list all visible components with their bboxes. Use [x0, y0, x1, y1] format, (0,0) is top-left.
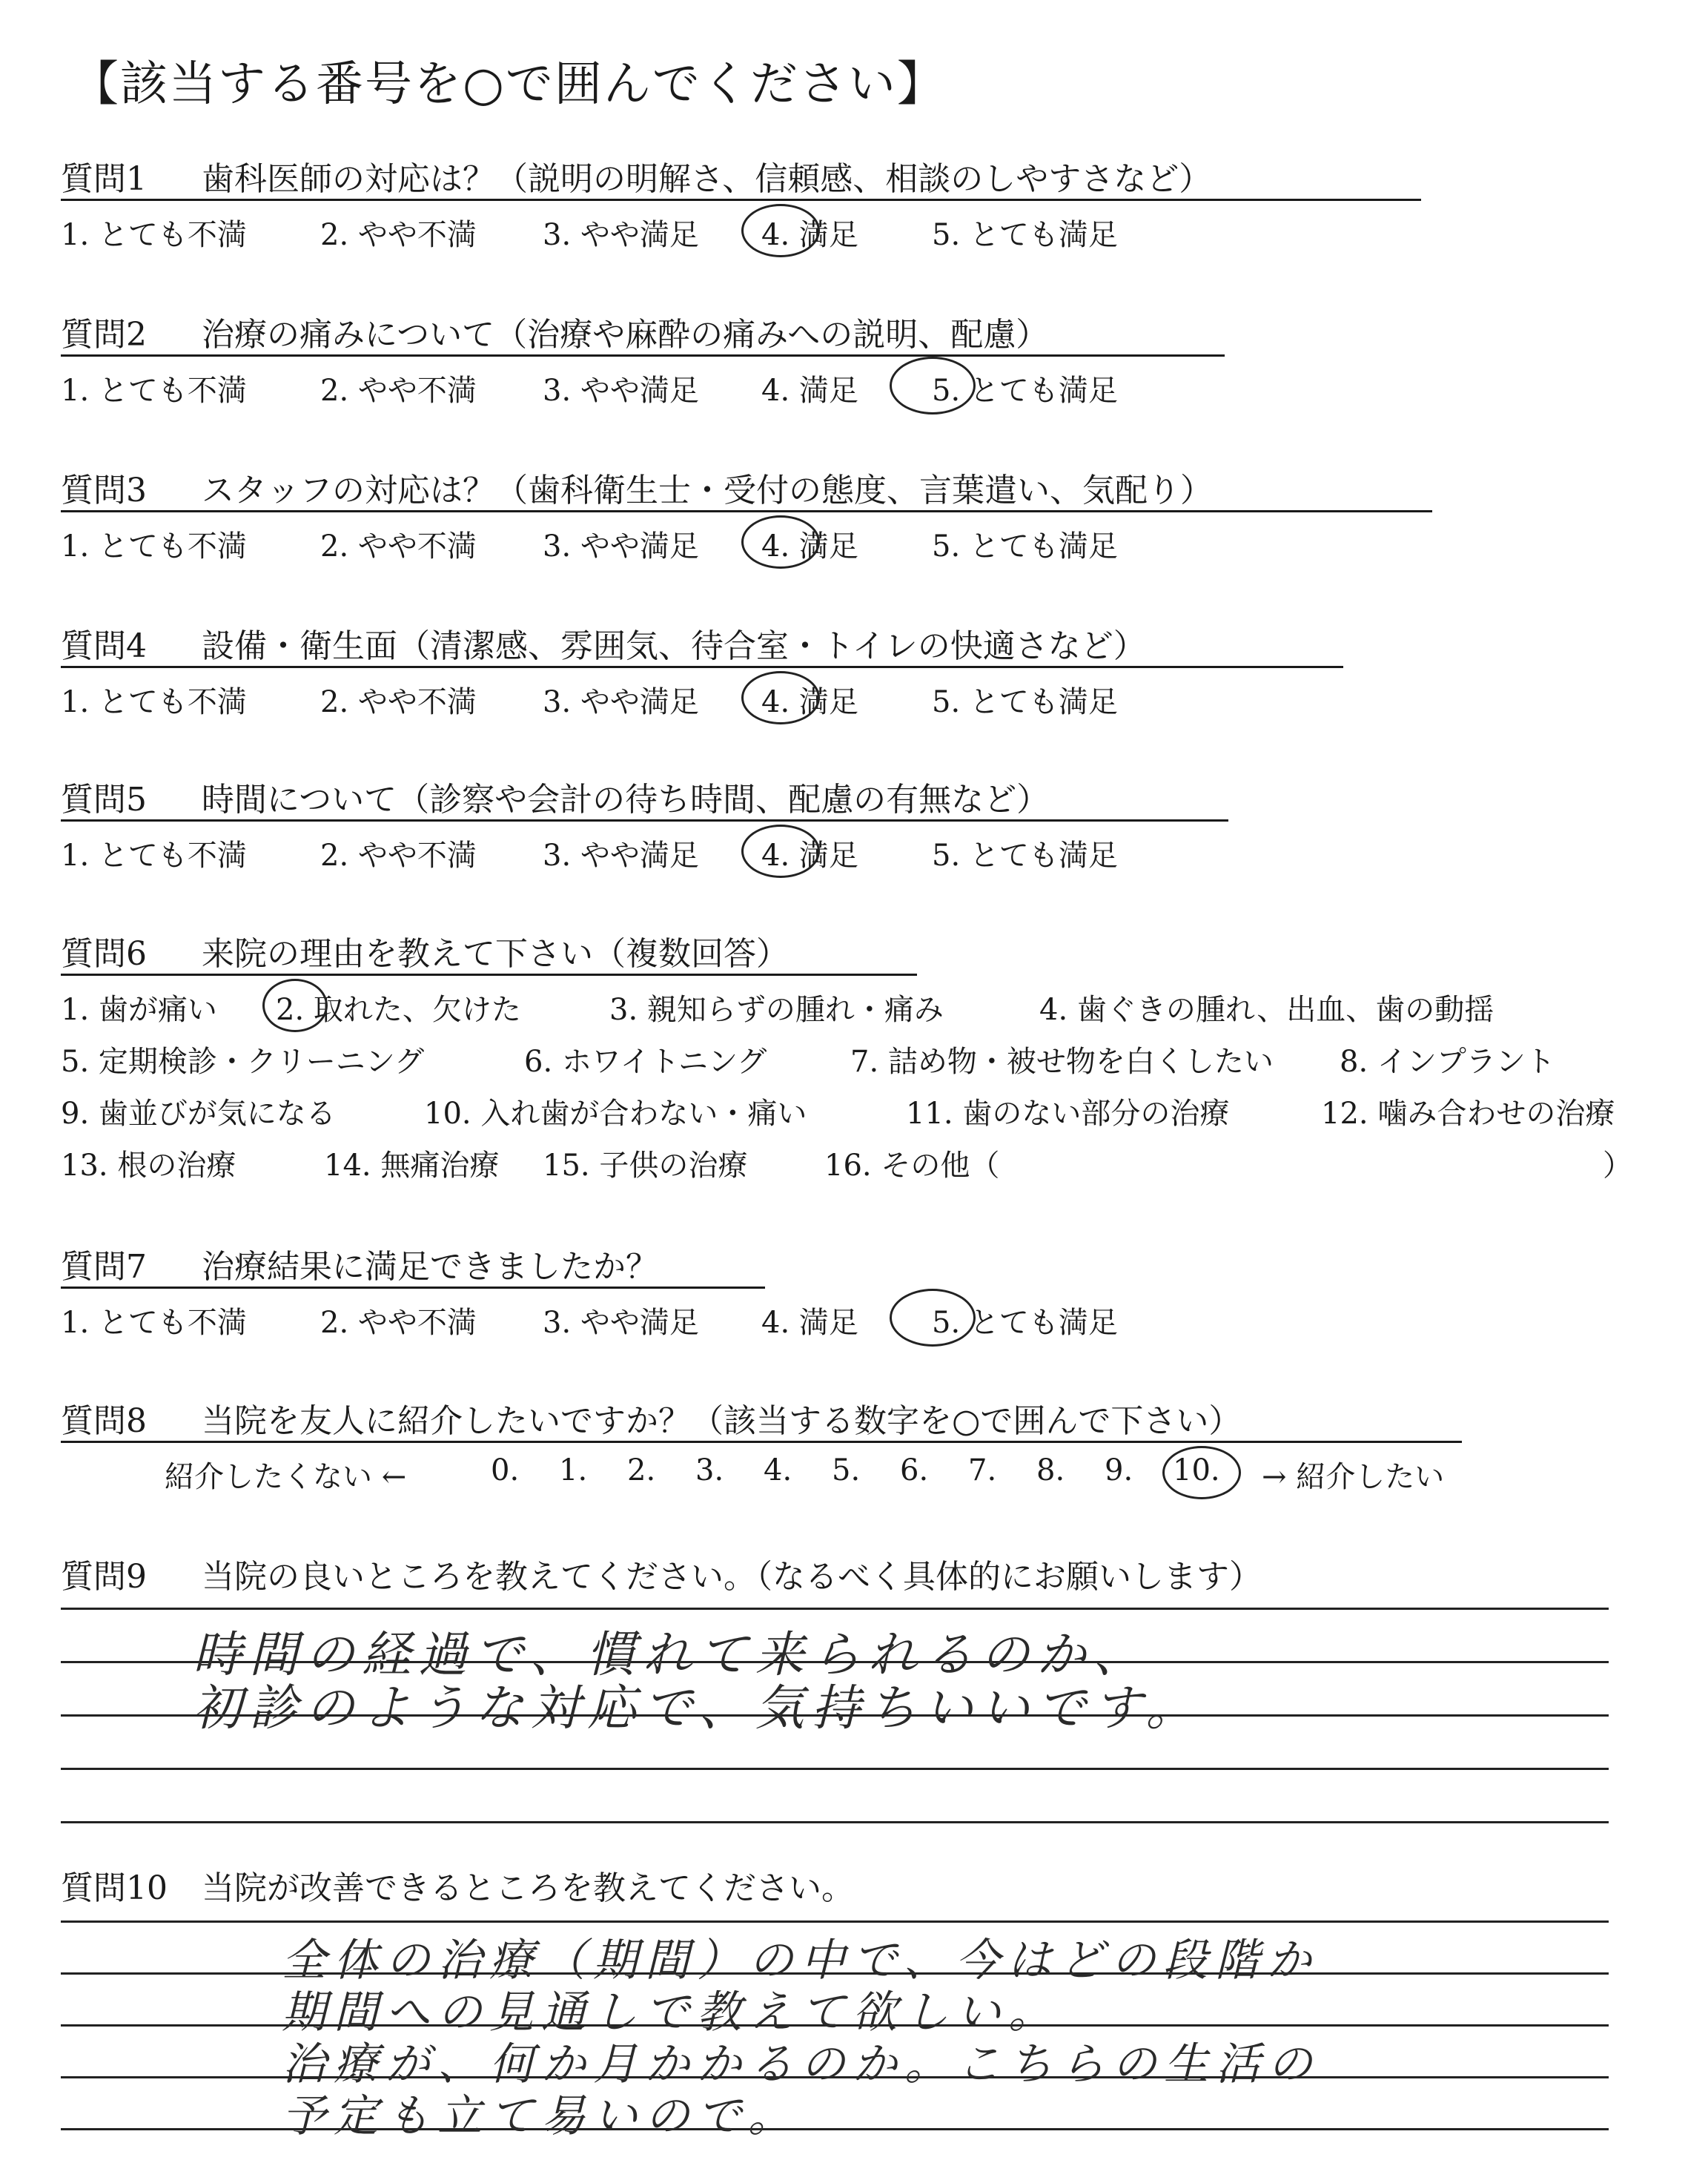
option-1[interactable]: 1. とても不満: [61, 374, 247, 408]
option-2[interactable]: 2. 取れた、欠けた: [276, 993, 521, 1027]
question-text: 治療結果に満足できましたか？: [202, 1248, 658, 1286]
question-1-heading: [61, 152, 1211, 199]
question-7-heading: [61, 1240, 658, 1287]
handwritten-answer-line: 時間の経過で、慣れて来られるのか、: [193, 1626, 1150, 1683]
handwritten-answer-line: 全体の治療（期間）の中で、今はどの段階か: [282, 1935, 1319, 1986]
option-3[interactable]: 3. やや満足: [543, 529, 699, 564]
question-5-heading: [61, 773, 1049, 820]
question-number: 質問4: [61, 627, 147, 665]
underline: [61, 199, 1421, 201]
question-text: 設備・衛生面（清潔感、雰囲気、待合室・トイレの快適さなど）: [202, 627, 1146, 665]
scale-2[interactable]: 2.: [627, 1453, 656, 1487]
option-3[interactable]: 3. 親知らずの腫れ・痛み: [609, 993, 944, 1027]
handwritten-answer-line: 初診のような対応で、気持ちいいです。: [193, 1680, 1202, 1737]
option-2[interactable]: 2. やや不満: [320, 218, 477, 252]
selection-circle: [741, 825, 820, 878]
option-3[interactable]: 3. やや満足: [543, 1306, 699, 1340]
selection-circle: [890, 1289, 976, 1347]
option-2[interactable]: 2. やや不満: [320, 839, 477, 873]
scale-7[interactable]: 7.: [968, 1453, 997, 1487]
option-4[interactable]: 4. 満足: [761, 685, 858, 719]
scale-9[interactable]: 9.: [1105, 1453, 1133, 1487]
question-text: 治療の痛みについて（治療や麻酔の痛みへの説明、配慮）: [202, 316, 1049, 354]
handwritten-answer-line: 期間への見通しで教えて欲しい。: [282, 1986, 1060, 2038]
option-8[interactable]: 8. インプラント: [1340, 1045, 1555, 1079]
question-4-heading: [61, 619, 1146, 667]
scale-right-label: → 紹介したい: [1262, 1460, 1445, 1494]
option-9[interactable]: 9. 歯並びが気になる: [61, 1097, 336, 1131]
handwritten-answer-line: 治療が、何か月かかるのか。こちらの生活の: [282, 2038, 1320, 2090]
question-6-heading: [61, 927, 789, 974]
question-number: 質問9: [61, 1558, 147, 1596]
option-3[interactable]: 3. やや満足: [543, 839, 699, 873]
option-4[interactable]: 4. 満足: [761, 374, 858, 408]
answer-line: [61, 1821, 1609, 1823]
question-text: 歯科医師の対応は？（説明の明解さ、信頼感、相談のしやすさなど）: [202, 160, 1212, 198]
option-14[interactable]: 14. 無痛治療: [324, 1149, 500, 1183]
scale-left-label: 紹介したくない ←: [165, 1460, 407, 1494]
underline: [61, 1441, 1462, 1443]
handwritten-answer-line: 予定も立て易いので。: [282, 2090, 800, 2142]
question-text: スタッフの対応は？（歯科衛生士・受付の態度、言葉遣い、気配り）: [202, 472, 1213, 509]
question-number: 質問7: [61, 1248, 147, 1286]
option-5[interactable]: 5. 定期検診・クリーニング: [61, 1045, 425, 1079]
option-3[interactable]: 3. やや満足: [543, 218, 699, 252]
scale-6[interactable]: 6.: [900, 1453, 929, 1487]
answer-line: [61, 1608, 1609, 1610]
option-5[interactable]: 5. とても満足: [932, 1306, 1118, 1340]
option-1[interactable]: 1. とても不満: [61, 685, 247, 719]
scale-0[interactable]: 0.: [491, 1453, 520, 1487]
option-2[interactable]: 2. やや不満: [320, 529, 477, 564]
option-4[interactable]: 4. 満足: [761, 218, 858, 252]
answer-line: [61, 1920, 1609, 1923]
page-title: 【該当する番号を○で囲んでください】: [71, 57, 946, 112]
option-2[interactable]: 2. やや不満: [320, 685, 477, 719]
question-number: 質問2: [61, 316, 147, 354]
option-3[interactable]: 3. やや満足: [543, 374, 699, 408]
underline: [61, 666, 1343, 668]
option-4[interactable]: 4. 満足: [761, 529, 858, 564]
question-text: 来院の理由を教えて下さい（複数回答）: [202, 935, 789, 973]
underline: [61, 354, 1225, 357]
selection-circle: [741, 671, 820, 724]
option-5[interactable]: 5. とても満足: [932, 685, 1118, 719]
option-1[interactable]: 1. 歯が痛い: [61, 993, 217, 1027]
question-text: 時間について（診察や会計の待ち時間、配慮の有無など）: [202, 781, 1050, 819]
option-16[interactable]: 16. その他（: [824, 1149, 1000, 1183]
scale-3[interactable]: 3.: [695, 1453, 724, 1487]
question-text: 当院の良いところを教えてください。（なるべく具体的にお願いします）: [202, 1558, 1262, 1596]
option-5[interactable]: 5. とても満足: [932, 218, 1118, 252]
option-5[interactable]: 5. とても満足: [932, 839, 1118, 873]
question-3-heading: [61, 463, 1213, 511]
selection-circle: [741, 515, 820, 569]
question-text: 当院を友人に紹介したいですか？（該当する数字を○で囲んで下さい）: [202, 1402, 1242, 1440]
option-5[interactable]: 5. とても満足: [932, 374, 1118, 408]
option-1[interactable]: 1. とても不満: [61, 218, 247, 252]
scale-4[interactable]: 4.: [764, 1453, 792, 1487]
question-number: 質問10: [61, 1869, 168, 1907]
question-number: 質問8: [61, 1402, 147, 1440]
underline: [61, 510, 1432, 512]
selection-circle: [890, 357, 976, 415]
question-8-heading: [61, 1394, 1241, 1441]
option-7[interactable]: 7. 詰め物・被せ物を白くしたい: [850, 1045, 1274, 1079]
other-close-paren: ）: [1603, 1149, 1632, 1183]
question-number: 質問1: [61, 160, 147, 198]
answer-line: [61, 1768, 1609, 1770]
selection-circle: [741, 204, 820, 257]
option-3[interactable]: 3. やや満足: [543, 685, 699, 719]
option-11[interactable]: 11. 歯のない部分の治療: [906, 1097, 1230, 1131]
underline: [61, 974, 917, 976]
underline: [61, 1287, 765, 1289]
question-9-heading: [61, 1550, 1262, 1597]
selection-circle: [262, 979, 328, 1032]
question-number: 質問3: [61, 472, 147, 509]
selection-circle: [1162, 1446, 1241, 1499]
option-1[interactable]: 1. とても不満: [61, 839, 247, 873]
underline: [61, 819, 1228, 822]
scale-5[interactable]: 5.: [832, 1453, 861, 1487]
option-1[interactable]: 1. とても不満: [61, 1306, 247, 1340]
option-5[interactable]: 5. とても満足: [932, 529, 1118, 564]
option-2[interactable]: 2. やや不満: [320, 1306, 477, 1340]
option-15[interactable]: 15. 子供の治療: [543, 1149, 748, 1183]
option-13[interactable]: 13. 根の治療: [61, 1149, 236, 1183]
scale-8[interactable]: 8.: [1036, 1453, 1065, 1487]
option-12[interactable]: 12. 噛み合わせの治療: [1321, 1097, 1615, 1131]
option-4[interactable]: 4. 満足: [761, 1306, 858, 1340]
option-2[interactable]: 2. やや不満: [320, 374, 477, 408]
question-number: 質問6: [61, 935, 147, 973]
scale-10[interactable]: 10.: [1173, 1453, 1220, 1487]
option-1[interactable]: 1. とても不満: [61, 529, 247, 564]
question-10-heading: [61, 1861, 854, 1909]
scale-1[interactable]: 1.: [559, 1453, 588, 1487]
option-10[interactable]: 10. 入れ歯が合わない・痛い: [424, 1097, 807, 1131]
question-2-heading: [61, 308, 1048, 355]
option-4[interactable]: 4. 歯ぐきの腫れ、出血、歯の動揺: [1039, 993, 1494, 1027]
question-text: 当院が改善できるところを教えてください。: [202, 1869, 854, 1907]
question-number: 質問5: [61, 781, 147, 819]
option-4[interactable]: 4. 満足: [761, 839, 858, 873]
option-6[interactable]: 6. ホワイトニング: [524, 1045, 767, 1079]
